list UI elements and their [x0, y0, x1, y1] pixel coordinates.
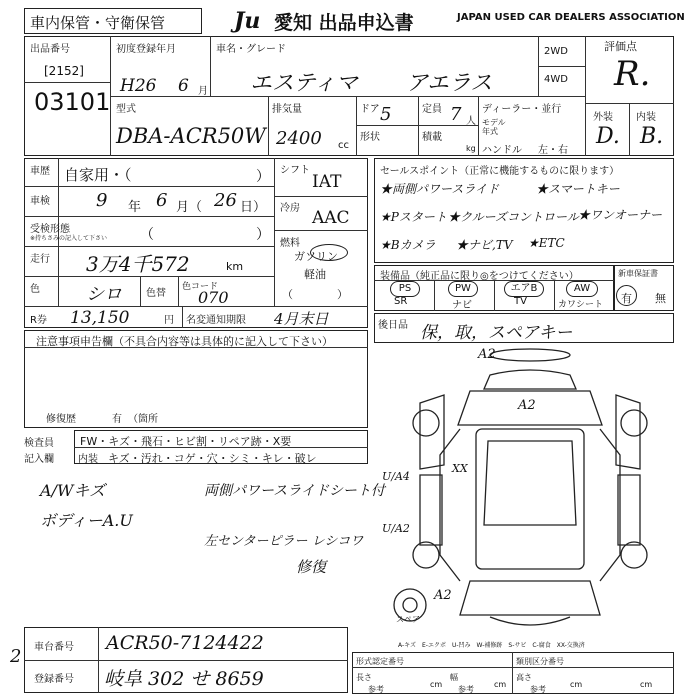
damage-a2-bottom: A2 [434, 588, 452, 603]
model-year-label: モデル年式 [482, 118, 506, 136]
model-name: エスティマ [250, 71, 358, 96]
after-value: 保，取，スペアキー [420, 323, 573, 343]
chassis-label: 車台番号 [34, 642, 74, 653]
exterior-grade: D. [596, 124, 620, 149]
dim-height: 高さ [516, 673, 532, 682]
damage-ua2: U/A2 [382, 522, 410, 535]
inspection-day-unit: 日） [240, 200, 267, 215]
chassis-value: ACR50-7124422 [106, 632, 264, 654]
recall-open: （ [140, 227, 154, 243]
displacement-label: 排気量 [272, 104, 302, 115]
damage-a2-roof: A2 [518, 398, 536, 413]
notes-header: 注意事項申告欄（不具合内容等は具体的に記入して下さい） [36, 335, 333, 348]
damage-a2-top: A2 [478, 347, 496, 362]
color-value: シロ [86, 284, 122, 305]
repair-yes: 有 [112, 414, 122, 425]
association-name: JAPAN USED CAR DEALERS ASSOCIATION [457, 12, 685, 23]
aircon-label: 冷房 [280, 203, 300, 214]
model-grade: アエラス [406, 71, 493, 96]
history-label: 車歴 [30, 166, 50, 177]
price-yen: 円 [164, 315, 174, 326]
inspection-label: 車検 [30, 196, 50, 207]
fuel-paren: （ ） [282, 288, 348, 301]
note-pillar: 左センターピラー レシコワ [204, 534, 364, 549]
drive-2wd: 2WD [544, 46, 568, 57]
margin-mark: 2 [10, 646, 22, 667]
interior-grade: B. [640, 124, 664, 149]
handle-label: ハンドル [482, 145, 522, 156]
inspector-label-1: 検査員 [24, 438, 54, 449]
model-label: 車名・グレード [216, 44, 286, 55]
shift-label: シフト [280, 165, 310, 176]
class-label: 類別区分番号 [516, 657, 564, 666]
note-aw-scratch: A/Wキズ [40, 481, 106, 500]
inspection-year-unit: 年 [128, 200, 142, 215]
displacement-value: 2400 [276, 128, 322, 149]
sales-point-3: ★Pスタート [380, 210, 447, 224]
inspection-year: 9 [96, 190, 108, 211]
note-sliding-door: 両側パワースライドシート付 [204, 483, 385, 499]
inspection-month: 6 [156, 190, 168, 211]
ref-cm: cm [640, 680, 653, 689]
capacity-unit: 人 [466, 116, 476, 127]
type-label: 型式 [116, 104, 136, 115]
price-label: R券 [30, 315, 47, 326]
rating-label: 評価点 [604, 40, 637, 53]
equip-navi: ナビ [452, 300, 472, 311]
fuel-label: 燃料 [280, 238, 300, 249]
repair-place: （箇所 [128, 414, 158, 425]
warranty-label: 新車保証書 [618, 269, 658, 278]
displacement-unit: cc [338, 140, 349, 151]
damage-ua4: U/A4 [382, 470, 410, 483]
equip-airbag: エアB [504, 281, 544, 297]
note-repair: 修復 [296, 558, 327, 576]
transfer-value: 4月末日 [274, 310, 329, 328]
reg-month-unit: 月 [198, 86, 208, 97]
equip-seat: カワシート [558, 300, 604, 310]
warranty-yes: 有 [621, 292, 632, 305]
equip-aw: AW [566, 281, 598, 297]
recall-note: ※持ちさみの記入して下さい [30, 235, 108, 242]
sales-header: セールスポイント（正常に機能するものに限ります） [380, 166, 620, 177]
dim-width: 幅 [450, 673, 458, 682]
color-code-label: 色コード [182, 282, 219, 292]
aircon-value: AAC [312, 208, 350, 228]
color-label: 色 [30, 284, 40, 295]
recall-label: 受検形態 [30, 224, 70, 235]
shape-label: 形状 [360, 132, 380, 143]
dim-length-unit: cm [430, 680, 443, 689]
lot-bracket: [2152] [44, 64, 84, 78]
sales-point-6: ★Bカメラ [380, 238, 436, 252]
equip-ps: PS [390, 281, 420, 297]
capacity-value: 7 [450, 104, 462, 125]
ref-3: 参考 [530, 685, 546, 694]
lot-label: 出品番号 [30, 44, 70, 55]
inspection-month-unit: 月（ [176, 200, 203, 215]
sales-point-8: ★ETC [528, 236, 565, 250]
shift-value: IAT [312, 172, 342, 192]
ref-1: 参考 [368, 685, 384, 694]
ju-logo: Ju [234, 8, 261, 34]
type-value: DBA-ACR50W [116, 124, 266, 148]
warranty-no: 無 [655, 292, 666, 305]
repair-label: 修復歴 [46, 414, 76, 425]
damage-legend: A-キズ E-エクボ U-凹み W-補修跡 S-サビ C-腐食 XX-交換済 [398, 642, 585, 649]
doors-value: 5 [380, 104, 392, 125]
inspector-row-1: FW・キズ・飛石・ヒビ割・リペア跡・X要 [80, 435, 292, 448]
drive-4wd: 4WD [544, 74, 568, 85]
inspector-label-2: 記入欄 [24, 454, 54, 465]
after-label: 後日品 [378, 320, 408, 331]
storage-note: 車内保管・守衛保管 [30, 14, 166, 32]
capacity-label: 定員 [422, 104, 442, 115]
sales-point-7: ★ナビ,TV [456, 238, 513, 252]
fuel-gas: ガソリン [294, 250, 338, 263]
warranty-yes-circle [616, 285, 637, 306]
recall-close: ） [256, 227, 270, 243]
equip-tv: TV [514, 296, 527, 307]
rating-value: R. [614, 54, 651, 94]
fuel-gas-circle [310, 244, 348, 261]
equipment-header: 装備品（純正品に限り◎をつけてください） [380, 271, 579, 282]
form-title: 愛知 出品申込書 [274, 12, 414, 34]
history-close: ） [256, 169, 270, 185]
transfer-label: 名変通知期限 [186, 315, 246, 326]
load-label: 積載 [422, 132, 442, 143]
interior-label: 内装 [636, 112, 656, 123]
cert-label: 形式認定番号 [356, 657, 404, 666]
history-value: 自家用・（ [64, 166, 132, 184]
dim-length: 長さ [356, 673, 372, 682]
doors-label: ドア [360, 104, 380, 115]
sales-point-5: ★ワンオーナー [578, 208, 663, 222]
dealer-label: ディーラー・並行 [482, 104, 562, 115]
handle-options: 左・右 [538, 145, 568, 156]
mileage-value: 3万4千572 [86, 252, 190, 276]
equip-pw: PW [448, 281, 478, 297]
lot-number: 03101 [34, 88, 111, 116]
spare-label: スペア [396, 615, 420, 624]
equip-sr: SR [394, 296, 408, 307]
inspector-row-2-head: 内装 [78, 454, 98, 465]
car-damage-diagram [380, 345, 680, 645]
fuel-diesel: 軽油 [304, 268, 326, 281]
sales-point-2: ★スマートキー [536, 182, 620, 196]
mileage-label: 走行 [30, 254, 50, 265]
color-change-label: 色替 [146, 288, 166, 299]
inspector-row-2: キズ・汚れ・コゲ・穴・シミ・キレ・破レ [108, 452, 317, 465]
reg-month: 6 [178, 76, 189, 96]
price-value: 13,150 [70, 308, 130, 328]
damage-xx: XX [452, 462, 468, 475]
load-unit: kg [466, 144, 476, 153]
reg-label: 初度登録年月 [116, 44, 176, 55]
dim-height-unit: cm [570, 680, 583, 689]
sales-point-1: ★両側パワースライド [380, 182, 500, 196]
mileage-unit: km [226, 260, 244, 273]
dim-width-unit: cm [494, 680, 507, 689]
inspection-day: 26 [214, 190, 237, 211]
plate-value: 岐阜 302 せ 8659 [104, 668, 264, 690]
sales-point-4: ★クルーズコントロール [448, 210, 579, 224]
color-code: 070 [198, 288, 229, 307]
plate-label: 登録番号 [34, 674, 74, 685]
exterior-label: 外装 [593, 112, 613, 123]
note-body: ボディーA.U [40, 511, 133, 530]
ref-2: 参考 [458, 685, 474, 694]
reg-year: H26 [120, 76, 157, 96]
